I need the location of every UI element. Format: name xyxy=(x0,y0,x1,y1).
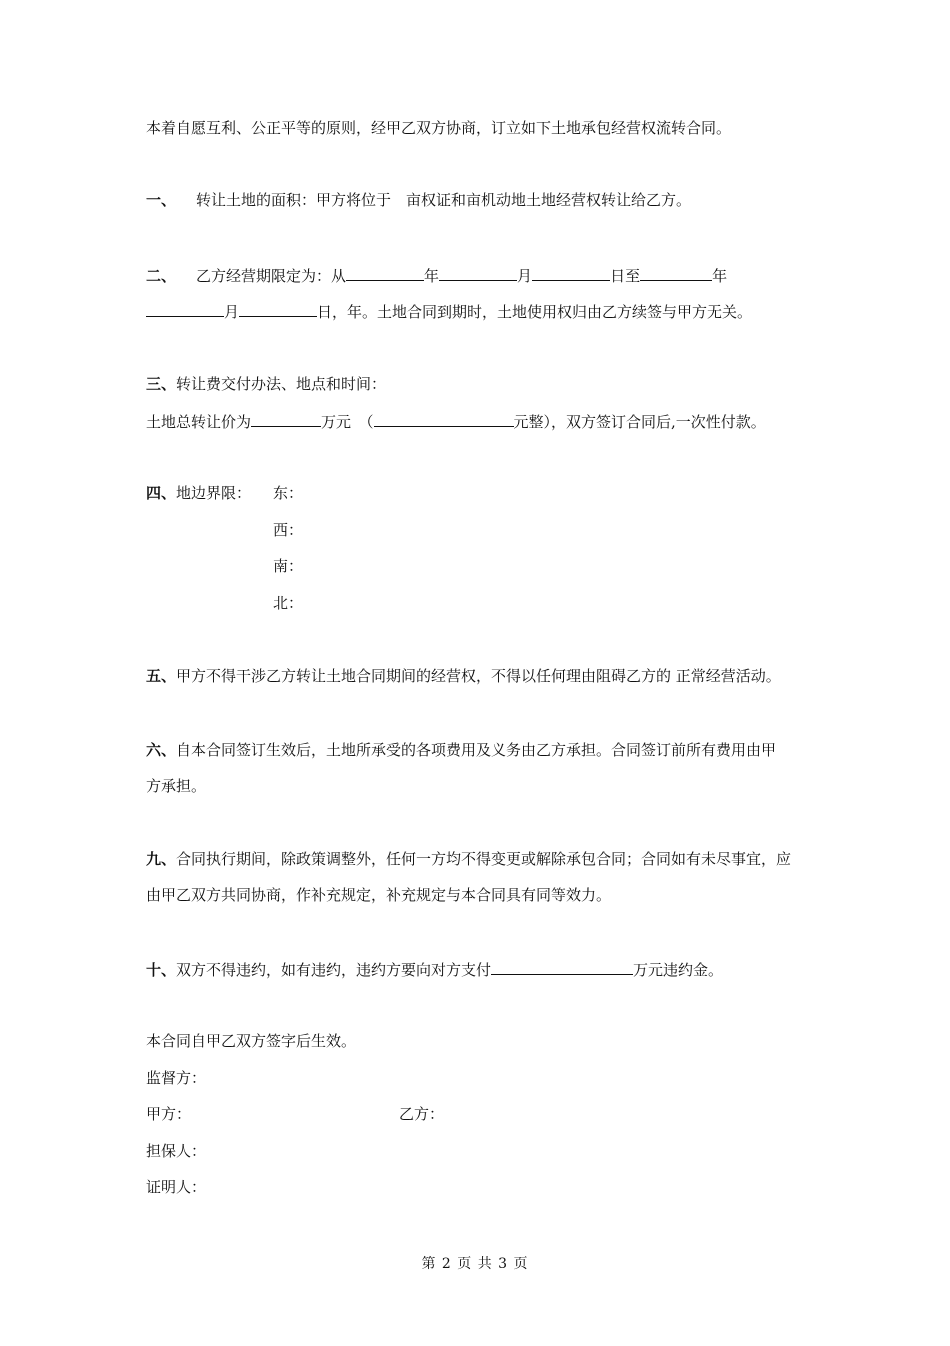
section-5 xyxy=(146,666,781,686)
label-day-to: 日至 xyxy=(610,267,641,285)
effect-statement: 本合同自甲乙双方签字后生效。 xyxy=(146,1032,357,1050)
section-10-tail: 万元违约金。 xyxy=(633,961,724,979)
boundary-west: 西： xyxy=(273,521,304,539)
section-3-number: 三、 xyxy=(146,375,177,393)
blank-penalty[interactable] xyxy=(491,958,633,975)
intro-paragraph: 本着自愿互利、公正平等的原则，经甲乙双方协商，订立如下土地承包经营权流转合同。 xyxy=(146,119,732,137)
section-2-from: 乙方经营期限定为：从 xyxy=(196,267,347,285)
section-6-number: 六、 xyxy=(146,741,177,759)
section-10-text: 双方不得违约，如有违约，违约方要向对方支付 xyxy=(176,961,492,979)
page-footer: 第 2 页 共 3 页 xyxy=(421,1256,529,1272)
boundary-north: 北： xyxy=(273,594,304,612)
blank-start-year[interactable] xyxy=(346,264,424,281)
guarantor-label: 担保人： xyxy=(146,1142,207,1160)
supervisor-label: 监督方： xyxy=(146,1069,207,1087)
section-1-number: 一、 xyxy=(146,191,177,209)
boundary-east: 东： xyxy=(273,484,304,502)
blank-end-day[interactable] xyxy=(239,300,317,317)
label-year: 年 xyxy=(424,267,440,285)
section-6-text-1: 自本合同签订生效后，土地所承受的各项费用及义务由乙方承担。合同签订前所有费用由甲 xyxy=(176,741,777,759)
blank-end-year[interactable] xyxy=(640,264,712,281)
section-5-text: 甲方不得干涉乙方转让土地合同期间的经营权，不得以任何理由阻碍乙方的 正常经营活动。 xyxy=(176,667,781,685)
label-month-2: 月 xyxy=(224,303,240,321)
section-4 xyxy=(146,483,251,503)
blank-price-wan[interactable] xyxy=(251,410,321,427)
price-label: 土地总转让价为 xyxy=(146,413,252,431)
blank-start-month[interactable] xyxy=(439,264,517,281)
section-10-number: 十、 xyxy=(146,961,177,979)
section-10 xyxy=(146,958,723,980)
section-2-number: 二、 xyxy=(146,267,177,285)
section-9-text-1: 合同执行期间，除政策调整外，任何一方均不得变更或解除承包合同；合同如有未尽事宜，应 xyxy=(176,850,792,868)
section-4-number: 四、 xyxy=(146,484,177,502)
boundary-south: 南： xyxy=(273,557,304,575)
section-6-line-1 xyxy=(146,740,776,760)
label-wan: 万元 （ xyxy=(321,413,374,431)
blank-price-yuan[interactable] xyxy=(374,410,514,427)
section-3-heading: 转让费交付办法、地点和时间： xyxy=(176,375,387,393)
party-a-label: 甲方： xyxy=(146,1105,192,1123)
section-1-text: 转让土地的面积：甲方将位于 亩权证和亩机动地土地经营权转让给乙方。 xyxy=(196,191,692,209)
blank-start-day[interactable] xyxy=(532,264,610,281)
section-2-line-1 xyxy=(146,264,727,286)
witness-label: 证明人： xyxy=(146,1178,207,1196)
label-yuan: 元整），双方签订合同后,一次性付款。 xyxy=(513,413,766,431)
blank-end-month[interactable] xyxy=(146,300,224,317)
label-month: 月 xyxy=(517,267,533,285)
section-2-line-2 xyxy=(146,300,752,322)
party-b-label: 乙方： xyxy=(399,1105,445,1123)
section-5-number: 五、 xyxy=(146,667,177,685)
label-year-2: 年 xyxy=(712,267,728,285)
section-9-line-1 xyxy=(146,849,791,869)
section-3-title xyxy=(146,374,386,394)
section-4-heading: 地边界限： xyxy=(176,484,252,502)
section-1 xyxy=(146,190,691,210)
section-9-number: 九、 xyxy=(146,850,177,868)
section-2-tail: 日，年。土地合同到期时，土地使用权归由乙方续签与甲方无关。 xyxy=(317,303,753,321)
section-3-price xyxy=(146,410,766,432)
section-9-line-2: 由甲乙双方共同协商，作补充规定，补充规定与本合同具有同等效力。 xyxy=(146,886,612,904)
section-6-line-2: 方承担。 xyxy=(146,777,207,795)
